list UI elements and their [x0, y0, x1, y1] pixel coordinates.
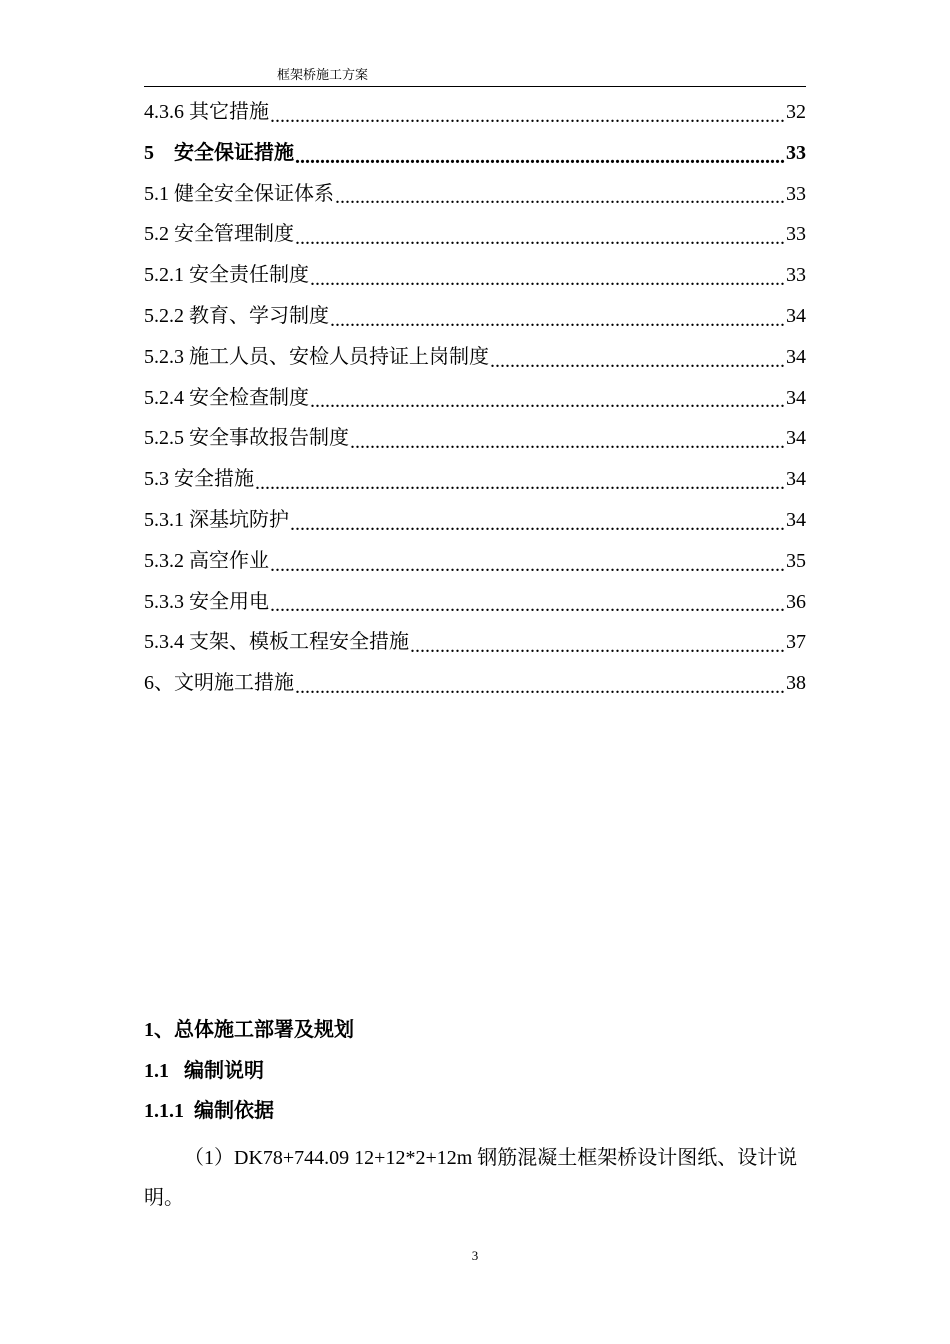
toc-leader-dots — [310, 384, 785, 418]
toc-entry[interactable] — [144, 378, 806, 419]
section-heading-1: 1、总体施工部署及规划 — [144, 1019, 354, 1041]
toc-leader-dots — [310, 262, 785, 296]
toc-entry-label: 5.1 健全安全保证体系 — [144, 182, 334, 205]
toc-entry[interactable] — [144, 174, 806, 215]
section-heading-1-1-1: 1.1.1 编制依据 — [144, 1100, 274, 1122]
toc-entry-page: 36 — [786, 590, 806, 613]
toc-entry-label: 6、文明施工措施 — [144, 672, 294, 695]
toc-entry-label: 5 安全保证措施 — [144, 141, 294, 164]
toc-leader-dots — [270, 548, 785, 582]
toc-entry-page: 34 — [786, 304, 806, 327]
section-heading-1-1: 1.1 编制说明 — [144, 1060, 264, 1082]
toc-entry-page: 34 — [786, 345, 806, 368]
toc-entry-label: 5.2.1 安全责任制度 — [144, 264, 309, 287]
toc-entry-page: 35 — [786, 549, 806, 572]
toc-entry[interactable] — [144, 337, 806, 378]
toc-entry-label: 4.3.6 其它措施 — [144, 101, 269, 123]
running-header-title: 框架桥施工方案 — [277, 67, 369, 82]
toc-leader-dots — [335, 180, 785, 214]
toc-entry[interactable] — [144, 214, 806, 255]
toc-entry[interactable] — [144, 459, 806, 500]
toc-leader-dots — [290, 507, 785, 541]
toc-leader-dots — [410, 629, 785, 663]
toc-entry-label: 5.3.4 支架、模板工程安全措施 — [144, 631, 409, 654]
toc-entry[interactable] — [144, 541, 806, 582]
toc-entry-label: 5.3.2 高空作业 — [144, 549, 269, 572]
toc-entry-label: 5.2.4 安全检查制度 — [144, 386, 309, 409]
toc-entry-label: 5.3.1 深基坑防护 — [144, 508, 289, 531]
toc-leader-dots — [270, 588, 785, 622]
toc-entry[interactable] — [144, 92, 806, 133]
header-rule — [144, 86, 806, 87]
toc-entry[interactable] — [144, 133, 806, 174]
toc-entry-page: 33 — [786, 182, 806, 205]
toc-entry-label: 5.2.2 教育、学习制度 — [144, 304, 329, 327]
toc-entry-page: 32 — [786, 101, 806, 123]
toc-entry[interactable] — [144, 296, 806, 337]
toc-entry[interactable] — [144, 663, 806, 704]
body-paragraph: （1）DK78+744.09 12+12*2+12m 钢筋混凝土框架桥设计图纸、设计说明。 — [144, 1147, 798, 1209]
toc-leader-dots — [255, 466, 785, 500]
page-number: 3 — [471, 1248, 479, 1263]
toc-leader-dots — [350, 425, 785, 459]
table-of-contents — [144, 92, 806, 704]
toc-leader-dots — [295, 140, 785, 174]
toc-entry[interactable] — [144, 582, 806, 623]
toc-leader-dots — [270, 99, 785, 133]
toc-entry-page: 34 — [786, 427, 806, 450]
toc-entry[interactable] — [144, 500, 806, 541]
toc-entry-page: 34 — [786, 508, 806, 531]
toc-entry-page: 33 — [786, 141, 806, 164]
toc-entry[interactable] — [144, 622, 806, 663]
toc-entry-page: 33 — [786, 223, 806, 246]
toc-entry[interactable] — [144, 418, 806, 459]
toc-leader-dots — [330, 303, 785, 337]
toc-entry-label: 5.2.5 安全事故报告制度 — [144, 427, 349, 450]
toc-entry-label: 5.3.3 安全用电 — [144, 590, 269, 613]
toc-leader-dots — [295, 221, 785, 255]
toc-entry-label: 5.3 安全措施 — [144, 468, 254, 491]
toc-entry[interactable] — [144, 255, 806, 296]
toc-entry-page: 33 — [786, 264, 806, 287]
toc-entry-label: 5.2 安全管理制度 — [144, 223, 294, 246]
toc-entry-page: 34 — [786, 386, 806, 409]
toc-entry-page: 37 — [786, 631, 806, 654]
toc-entry-page: 34 — [786, 468, 806, 491]
toc-leader-dots — [490, 344, 785, 378]
toc-entry-label: 5.2.3 施工人员、安检人员持证上岗制度 — [144, 345, 489, 368]
toc-leader-dots — [295, 670, 785, 704]
toc-entry-page: 38 — [786, 672, 806, 695]
